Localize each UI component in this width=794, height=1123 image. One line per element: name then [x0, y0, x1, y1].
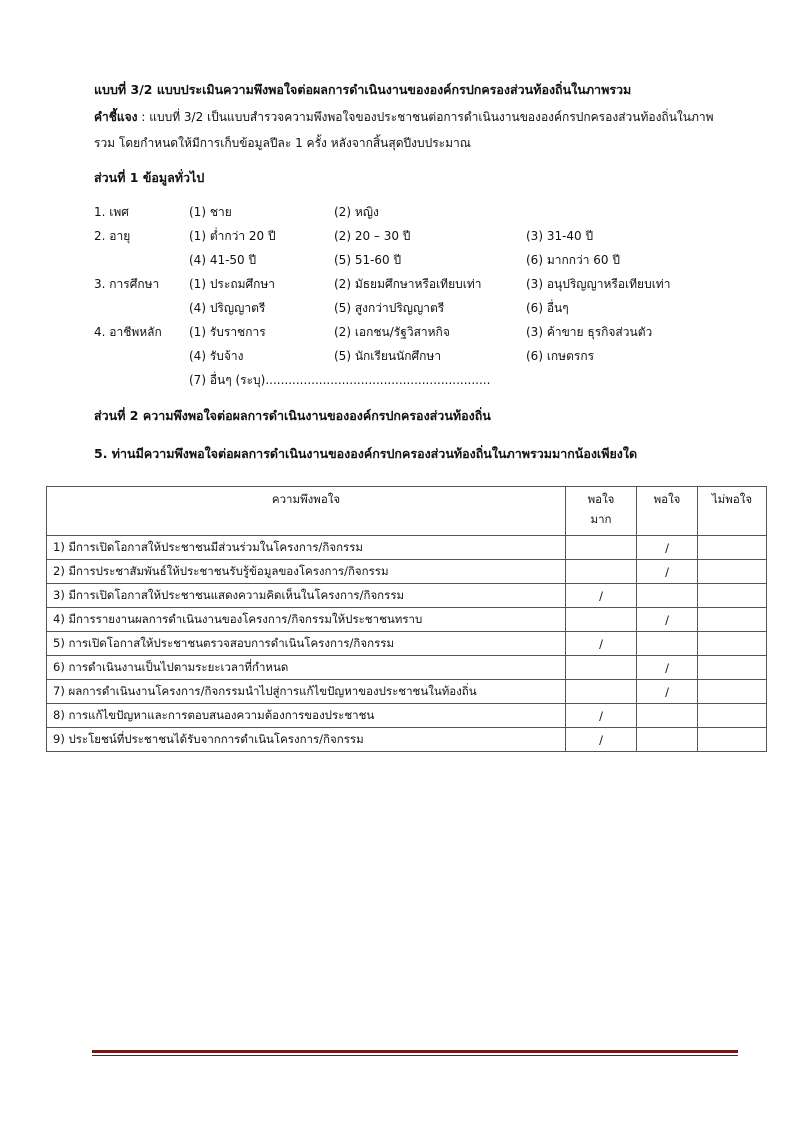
- general-option: (2) หญิง: [334, 205, 379, 219]
- rating-mark: [637, 632, 698, 656]
- rating-mark: [566, 656, 637, 680]
- header-not-satisfied: ไม่พอใจ: [698, 487, 767, 536]
- table-row: [47, 704, 767, 728]
- rating-mark: /: [637, 560, 698, 584]
- rating-mark: [698, 584, 767, 608]
- rating-mark: [698, 680, 767, 704]
- general-option: (5) 51-60 ปี: [334, 253, 402, 267]
- general-option: (6) มากกว่า 60 ปี: [526, 253, 620, 267]
- rating-mark: [566, 680, 637, 704]
- rating-mark: /: [637, 608, 698, 632]
- header-satisfied: พอใจ: [637, 487, 698, 536]
- general-label: 1. เพศ: [94, 205, 129, 219]
- rating-mark: [698, 608, 767, 632]
- rating-mark: /: [637, 680, 698, 704]
- rating-mark: /: [637, 536, 698, 560]
- rating-mark: [566, 536, 637, 560]
- footer-rule-thin: [92, 1055, 738, 1056]
- table-row: [47, 536, 767, 560]
- general-option: (3) อนุปริญญาหรือเทียบเท่า: [526, 277, 671, 291]
- item-text: 9) ประโยชน์ที่ประชาชนได้รับจากการดำเนินโครงการ/กิจกรรม: [47, 728, 566, 752]
- general-option: (1) ประถมศึกษา: [189, 277, 276, 291]
- rating-mark: [698, 728, 767, 752]
- section1-title: ส่วนที่ 1 ข้อมูลทั่วไป: [94, 170, 205, 185]
- header-very-satisfied: พอใจมาก: [566, 487, 637, 536]
- item-text: 3) มีการเปิดโอกาสให้ประชาชนแสดงความคิดเห็นในโครงการ/กิจกรรม: [47, 584, 566, 608]
- form-title: แบบที่ 3/2 แบบประเมินความพึงพอใจต่อผลการดำเนินงานขององค์กรปกครองส่วนท้องถิ่นในภาพรวม: [94, 82, 632, 97]
- item-text: 6) การดำเนินงานเป็นไปตามระยะเวลาที่กำหนด: [47, 656, 566, 680]
- rating-mark: /: [566, 728, 637, 752]
- section2-title: ส่วนที่ 2 ความพึงพอใจต่อผลการดำเนินงานขององค์กรปกครองส่วนท้องถิ่น: [94, 408, 491, 423]
- general-option: (5) สูงกว่าปริญญาตรี: [334, 301, 445, 315]
- general-option: (4) ปริญญาตรี: [189, 301, 266, 315]
- table-header-row: [47, 487, 767, 536]
- general-option: (1) รับราชการ: [189, 325, 266, 339]
- instructions-text: : แบบที่ 3/2 เป็นแบบสำรวจความพึงพอใจของประชาชนต่อการดำเนินงานขององค์กรปกครองส่วนท้องถิ่นในภาพรวม โดยกำหนดให้มีการเก็บข้อมูลปีละ 1 ครั้ง หลังจากสิ้นสุดปีงบประมาณ: [94, 110, 714, 150]
- footer-rule: [92, 1050, 738, 1053]
- general-label: 3. การศึกษา: [94, 277, 160, 291]
- general-option: (7) อื่นๆ (ระบุ)...........................................................: [189, 373, 491, 387]
- rating-mark: [637, 728, 698, 752]
- item-text: 7) ผลการดำเนินงานโครงการ/กิจกรรมนำไปสู่การแก้ไขปัญหาของประชาชนในท้องถิ่น: [47, 680, 566, 704]
- table-row: [47, 680, 767, 704]
- item-text: 1) มีการเปิดโอกาสให้ประชาชนมีส่วนร่วมในโครงการ/กิจกรรม: [47, 536, 566, 560]
- item-text: 2) มีการประชาสัมพันธ์ให้ประชาชนรับรู้ข้อมูลของโครงการ/กิจกรรม: [47, 560, 566, 584]
- general-option: (4) 41-50 ปี: [189, 253, 257, 267]
- rating-mark: /: [566, 584, 637, 608]
- general-option: (2) เอกชน/รัฐวิสาหกิจ: [334, 325, 450, 339]
- rating-mark: [637, 704, 698, 728]
- rating-mark: [698, 632, 767, 656]
- general-option: (1) ชาย: [189, 205, 232, 219]
- general-option: (2) มัธยมศึกษาหรือเทียบเท่า: [334, 277, 482, 291]
- header-satisfaction: ความพึงพอใจ: [47, 487, 566, 536]
- general-option: (4) รับจ้าง: [189, 349, 244, 363]
- rating-mark: [566, 608, 637, 632]
- rating-mark: [698, 704, 767, 728]
- rating-mark: [698, 536, 767, 560]
- rating-mark: [637, 584, 698, 608]
- general-option: (2) 20 – 30 ปี: [334, 229, 411, 243]
- general-label: 4. อาชีพหลัก: [94, 325, 162, 339]
- satisfaction-table: [46, 486, 767, 752]
- general-option: (6) อื่นๆ: [526, 301, 569, 315]
- item-text: 4) มีการรายงานผลการดำเนินงานของโครงการ/กิจกรรมให้ประชาชนทราบ: [47, 608, 566, 632]
- rating-mark: [698, 656, 767, 680]
- general-option: (3) ค้าขาย ธุรกิจส่วนตัว: [526, 325, 653, 339]
- general-option: (3) 31-40 ปี: [526, 229, 594, 243]
- general-option: (6) เกษตรกร: [526, 349, 595, 363]
- general-option: (1) ต่ำกว่า 20 ปี: [189, 229, 276, 243]
- question-5: 5. ท่านมีความพึงพอใจต่อผลการดำเนินงานขององค์กรปกครองส่วนท้องถิ่นในภาพรวมมากน้องเพียงใด: [94, 446, 638, 461]
- instructions: [94, 104, 734, 156]
- rating-mark: [566, 560, 637, 584]
- rating-mark: /: [637, 656, 698, 680]
- rating-mark: /: [566, 632, 637, 656]
- item-text: 5) การเปิดโอกาสให้ประชาชนตรวจสอบการดำเนินโครงการ/กิจกรรม: [47, 632, 566, 656]
- table-row: [47, 560, 767, 584]
- table-row: [47, 584, 767, 608]
- item-text: 8) การแก้ไขปัญหาและการตอบสนองความต้องการของประชาชน: [47, 704, 566, 728]
- table-row: [47, 656, 767, 680]
- table-row: [47, 632, 767, 656]
- rating-mark: /: [566, 704, 637, 728]
- general-option: (5) นักเรียนนักศึกษา: [334, 349, 442, 363]
- table-row: [47, 728, 767, 752]
- general-label: 2. อายุ: [94, 229, 131, 243]
- instructions-label: คำชี้แจง: [94, 110, 138, 124]
- table-row: [47, 608, 767, 632]
- rating-mark: [698, 560, 767, 584]
